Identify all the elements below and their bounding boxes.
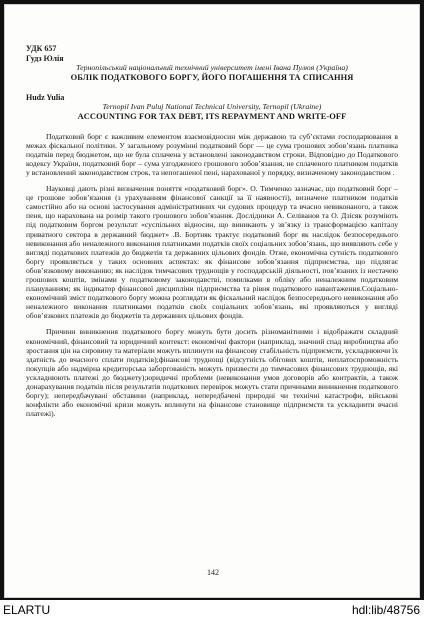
repository-name: ELARTU xyxy=(3,603,51,617)
document-page xyxy=(4,4,420,598)
paragraph-3: Причини виникнення податкового боргу можуть бути досить різноманітними і відображати складний економічний, фінансовий та юридичний контекст: економічні фактори (наприклад, значний спад виробництва або зростання цін на сировину та матеріали можуть вплинути на фінансову стабільність підприємств, ускладнюючи їх здатність до вчасного сплати податків);фінансові труднощі (відсутність обігових коштів, неплатоспроможність покупців або надмірна кредиторська заборгованість можуть призвести до тимчасових фінансових труднощів, які ускладнюють платежі до бюджету);юридичні проблеми (невиконання умов договорів або контрактів, а також донарахування податків після результатів податкових перевірок можуть стати причинами виникнення податкового боргу); непередбачувані обставини (наприклад, непередбачені природні чи технічні катастрофи, військові конфлікти або економічні кризи можуть вплинути на фінансове становище підприємств та ускладнити вчасні платежі). xyxy=(26,327,398,419)
affiliation-en: Ternopil Ivan Puluj National Technical University, Ternopil (Ukraine) xyxy=(102,102,322,112)
title-ua: ОБЛІК ПОДАТКОВОГО БОРГУ, ЙОГО ПОГАШЕННЯ ТА СПИСАННЯ xyxy=(70,72,354,82)
handle-id: hdl:lib/48756 xyxy=(351,603,420,617)
paragraph-2: Науковці дають різні визначення поняття «податковий борг». О. Тимченко зазначає, що податковий борг – це грошове зобов’язання (з урахуванням фінансової санкції за її наявності), визначене платником податків самостійно або на основі застосування адміністративних чи судових процедур та вчасно невиконаного, а також пеня, що нарахована на розмір такого грошового зобов’язання. Дослідники А. Селіванов та О. Дзісяк розуміють під податковим боргом результат «суспільних відносин, що виникають у зв’язку із трансформацією капіталу приватного сектора в державний бюджет» .В. Бортняк трактує податковий борг як наслідок безпосереднього невиконання або неналежного виконання платниками податків своїх соціальних зобов’язань, що виявляють себе у вигляді податкових платежів до бюджетів та державних цільових фондів. Отже, економічна сутність податкового боргу проявляється у таких основних аспектах: як фінансове зобов’язання підприємства, що підлягає обов’язковому виконанню; як наслідок тимчасових труднощів у господарській діяльності, пов’язаних із нестачею грошових коштів, змінами у податковому законодавстві, помилками в обліку або неналежним податковим плануванням; як індикатор фінансової дисципліни підприємства та рівня податкового навантаження.Соціально-економічний зміст податкового боргу можна розглядати як фіскальний наслідок безпосереднього невиконання або неналежного виконання платниками податків своїх соціальних зобов’язань, які проявляються у вигляді обов’язкових платежів до бюджетів та державних цільових фондів. xyxy=(26,184,398,321)
affiliation-ua: Тернопільський національний технічний університет імені Івана Пулюя (Україна) xyxy=(76,63,348,73)
author-en: Hudz Yulia xyxy=(26,92,65,102)
article-content xyxy=(26,44,398,425)
udk-code: УДК 657 xyxy=(26,44,57,53)
paragraph-1: Податковий борг є важливим елементом взаємовідносин між державою та суб’єктами господарювання в межах фіскальної політики. У загальному розумінні податковий борг — це сума грошових зобов’язань платника податків перед бюджетом, що не була сплачена у встановлені законодавством строки. Відповідно до Податкового кодексу України, податковий борг – сума узгодженого грошового зобов’язання, не сплаченого платником податків у встановлений законодавством строк, та непогашеної пені, нарахованої у порядку, визначеному законодавством . xyxy=(26,131,398,177)
repository-footer xyxy=(0,600,424,620)
author-ua: Гудз Юлія xyxy=(26,53,64,63)
title-en: ACCOUNTING FOR TAX DEBT, ITS REPAYMENT AND WRITE-OFF xyxy=(77,111,347,121)
page-number: 142 xyxy=(207,568,219,577)
